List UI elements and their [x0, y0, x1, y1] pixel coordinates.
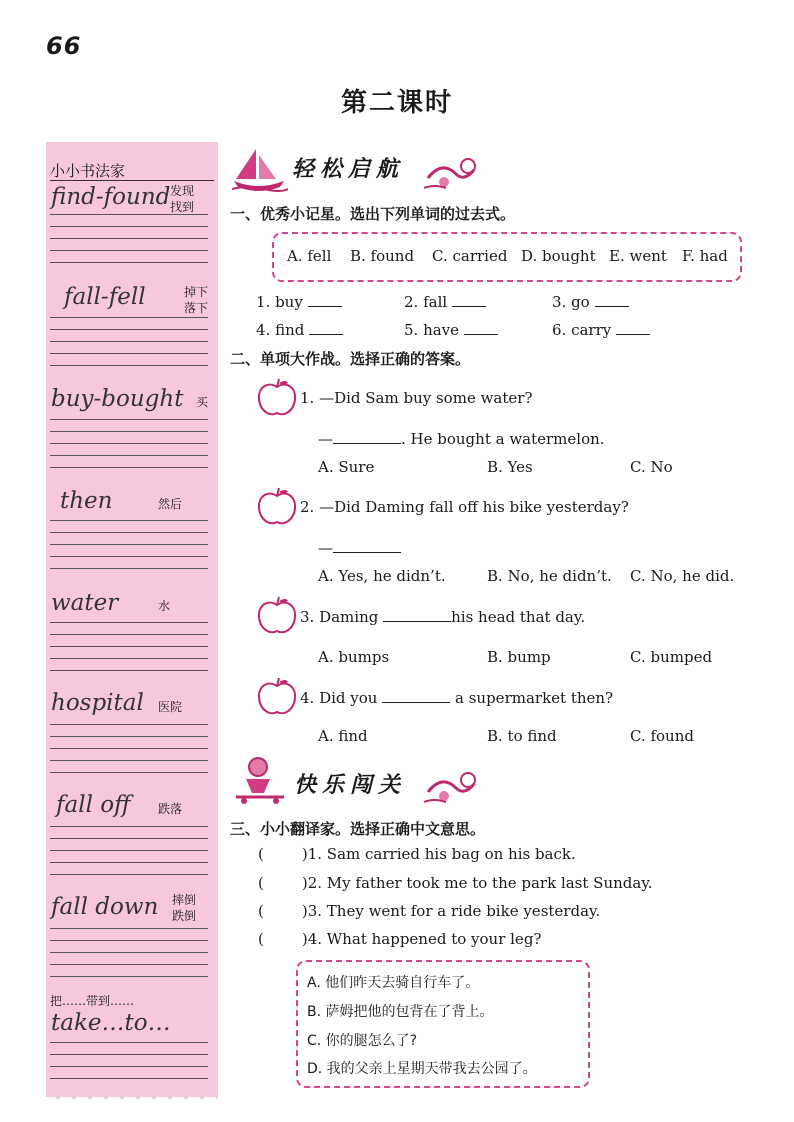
dash: — — [318, 539, 333, 557]
answer-line — [318, 538, 401, 557]
writing-line — [50, 443, 208, 444]
writing-line — [50, 928, 208, 929]
vocab-gloss: 水 — [158, 599, 171, 613]
writing-line — [50, 250, 208, 251]
vocab-word: fall off — [56, 792, 131, 818]
answer-blank[interactable] — [333, 538, 401, 553]
writing-line — [50, 214, 208, 215]
fill-item — [404, 292, 486, 311]
writing-line — [50, 317, 208, 318]
paren-open: ( — [258, 845, 264, 863]
word-option: E. went — [609, 247, 667, 265]
sidebar-title: 小小书法家 — [50, 162, 126, 180]
paren-close: ) — [301, 874, 308, 892]
flower-swirl-icon — [424, 764, 484, 806]
writing-line — [50, 964, 208, 965]
word-option: D. bought — [521, 247, 596, 265]
writing-line — [50, 329, 208, 330]
flower-swirl-icon — [424, 150, 484, 192]
answer-line — [318, 429, 605, 448]
answer-blank[interactable] — [382, 688, 450, 703]
writing-line — [50, 724, 208, 725]
translate-text: 3. They went for a ride bike yesterday. — [307, 902, 601, 920]
fill-item-label: 1. buy — [256, 293, 303, 311]
vocab-word: water — [51, 590, 119, 616]
answer-choice: D. 我的父亲上星期天带我去公园了。 — [307, 1061, 537, 1077]
word-option: F. had — [682, 247, 728, 265]
choice-option[interactable]: B. No, he didn’t. — [487, 567, 612, 585]
fill-item-label: 4. find — [256, 321, 305, 339]
word-option: C. carried — [432, 247, 508, 265]
vocab-gloss: 买 — [196, 395, 209, 409]
word-option: A. fell — [287, 247, 332, 265]
answer-choice: B. 萨姆把他的包背在了背上。 — [307, 1004, 494, 1020]
writing-line — [50, 262, 208, 263]
fill-item — [256, 292, 342, 311]
translate-item — [258, 874, 653, 892]
answer-blank[interactable] — [309, 320, 343, 335]
calligraphy-sidebar — [46, 142, 218, 1097]
choice-option[interactable]: B. bump — [487, 648, 551, 666]
vocab-word: then — [60, 488, 113, 514]
writing-line — [50, 850, 208, 851]
question-post: a supermarket then? — [455, 689, 614, 707]
apple-icon — [256, 486, 298, 528]
section-heading: 二、单项大作战。选择正确的答案。 — [230, 350, 471, 368]
paren-close: ) — [301, 930, 308, 948]
answer-blank[interactable] — [452, 292, 486, 307]
translate-item — [258, 845, 576, 863]
question-text: 1. —Did Sam buy some water? — [300, 389, 533, 407]
writing-line — [50, 646, 208, 647]
question-pre: 4. Did you — [300, 689, 378, 707]
writing-line — [50, 532, 208, 533]
choice-option[interactable]: A. Yes, he didn’t. — [318, 567, 446, 585]
writing-line — [50, 455, 208, 456]
writing-line — [50, 467, 208, 468]
section-heading: 一、优秀小记星。选出下列单词的过去式。 — [230, 205, 516, 223]
writing-line — [50, 976, 208, 977]
question-post: his head that day. — [451, 608, 586, 626]
paren-open: ( — [258, 902, 264, 920]
choice-option[interactable]: C. found — [630, 727, 694, 745]
choice-option[interactable]: C. No — [630, 458, 673, 476]
writing-line — [50, 341, 208, 342]
dash: — — [318, 430, 333, 448]
apple-icon — [256, 377, 298, 419]
apple-icon — [256, 595, 298, 637]
question-text — [300, 607, 585, 626]
writing-line — [50, 238, 208, 239]
answer-blank[interactable] — [383, 607, 451, 622]
vocab-word: take…to… — [51, 1010, 171, 1036]
fill-item-label: 6. carry — [552, 321, 612, 339]
apple-icon — [256, 676, 298, 718]
writing-line — [50, 544, 208, 545]
child-skateboard-icon — [228, 755, 292, 805]
vocab-word: fall-fell — [64, 284, 146, 310]
answer-choice: C. 你的腿怎么了? — [307, 1033, 418, 1049]
fill-item — [256, 320, 343, 339]
question-pre: 3. Daming — [300, 608, 379, 626]
writing-line — [50, 940, 208, 941]
divider — [50, 180, 214, 181]
choice-option[interactable]: A. bumps — [318, 648, 390, 666]
writing-line — [50, 634, 208, 635]
fill-item — [552, 292, 629, 311]
answer-blank[interactable] — [308, 292, 342, 307]
vocab-gloss: 然后 — [158, 497, 183, 511]
paren-close: ) — [301, 902, 308, 920]
section-heading: 三、小小翻译家。选择正确中文意思。 — [230, 820, 486, 838]
writing-line — [50, 1066, 208, 1067]
writing-line — [50, 658, 208, 659]
vocab-word: hospital — [51, 690, 144, 716]
answer-suffix: . He bought a watermelon. — [401, 430, 605, 448]
translate-text: 4. What happened to your leg? — [307, 930, 542, 948]
writing-line — [50, 826, 208, 827]
writing-line — [50, 1054, 208, 1055]
writing-line — [50, 365, 208, 366]
vocab-word: find-found — [51, 184, 171, 210]
fill-item — [404, 320, 498, 339]
writing-line — [50, 353, 208, 354]
vocab-gloss: 跌落 — [158, 802, 183, 816]
paren-open: ( — [258, 874, 264, 892]
answer-blank[interactable] — [616, 320, 650, 335]
writing-line — [50, 568, 208, 569]
writing-line — [50, 838, 208, 839]
choice-option[interactable]: C. No, he did. — [630, 567, 735, 585]
lesson-title: 第二课时 — [340, 88, 453, 118]
ribbon-edge — [46, 1086, 218, 1100]
writing-line — [50, 226, 208, 227]
translate-item — [258, 902, 600, 920]
writing-line — [50, 772, 208, 773]
answer-choice: A. 他们昨天去骑自行车了。 — [307, 975, 480, 991]
sailboat-icon — [228, 145, 288, 193]
paren-open: ( — [258, 930, 264, 948]
writing-line — [50, 862, 208, 863]
writing-line — [50, 952, 208, 953]
writing-line — [50, 874, 208, 875]
writing-line — [50, 1078, 208, 1079]
writing-line — [50, 1042, 208, 1043]
vocab-gloss: 摔倒 跌倒 — [172, 893, 197, 923]
fill-item-label: 3. go — [552, 293, 590, 311]
question-text: 2. —Did Daming fall off his bike yesterday? — [300, 498, 629, 516]
banner-title-2: 快乐闯关 — [294, 773, 407, 798]
choice-option[interactable]: A. find — [318, 727, 368, 745]
choice-option[interactable]: B. Yes — [487, 458, 533, 476]
vocab-gloss: 掉下 落下 — [184, 285, 209, 315]
writing-line — [50, 520, 208, 521]
answer-blank[interactable] — [333, 429, 401, 444]
writing-line — [50, 736, 208, 737]
vocab-word: buy-bought — [51, 386, 184, 412]
writing-line — [50, 622, 208, 623]
banner-title-1: 轻松启航 — [292, 157, 405, 182]
answer-blank[interactable] — [595, 292, 629, 307]
fill-item-label: 2. fall — [404, 293, 448, 311]
question-text — [300, 688, 613, 707]
writing-line — [50, 748, 208, 749]
choice-option[interactable]: B. to find — [487, 727, 557, 745]
vocab-gloss: 把……带到…… — [50, 994, 135, 1008]
choice-option[interactable]: C. bumped — [630, 648, 713, 666]
word-option: B. found — [350, 247, 415, 265]
choice-option[interactable]: A. Sure — [318, 458, 375, 476]
fill-item-label: 5. have — [404, 321, 460, 339]
translate-item — [258, 930, 541, 948]
fill-item — [552, 320, 650, 339]
translate-text: 2. My father took me to the park last Sunday. — [307, 874, 653, 892]
writing-line — [50, 419, 208, 420]
vocab-word: fall down — [51, 894, 159, 920]
writing-line — [50, 556, 208, 557]
writing-line — [50, 431, 208, 432]
answer-blank[interactable] — [464, 320, 498, 335]
page-number: 66 — [46, 32, 82, 60]
vocab-gloss: 发现 找到 — [170, 184, 195, 214]
paren-close: ) — [301, 845, 308, 863]
translate-text: 1. Sam carried his bag on his back. — [307, 845, 576, 863]
writing-line — [50, 760, 208, 761]
vocab-gloss: 医院 — [158, 700, 183, 714]
writing-line — [50, 670, 208, 671]
